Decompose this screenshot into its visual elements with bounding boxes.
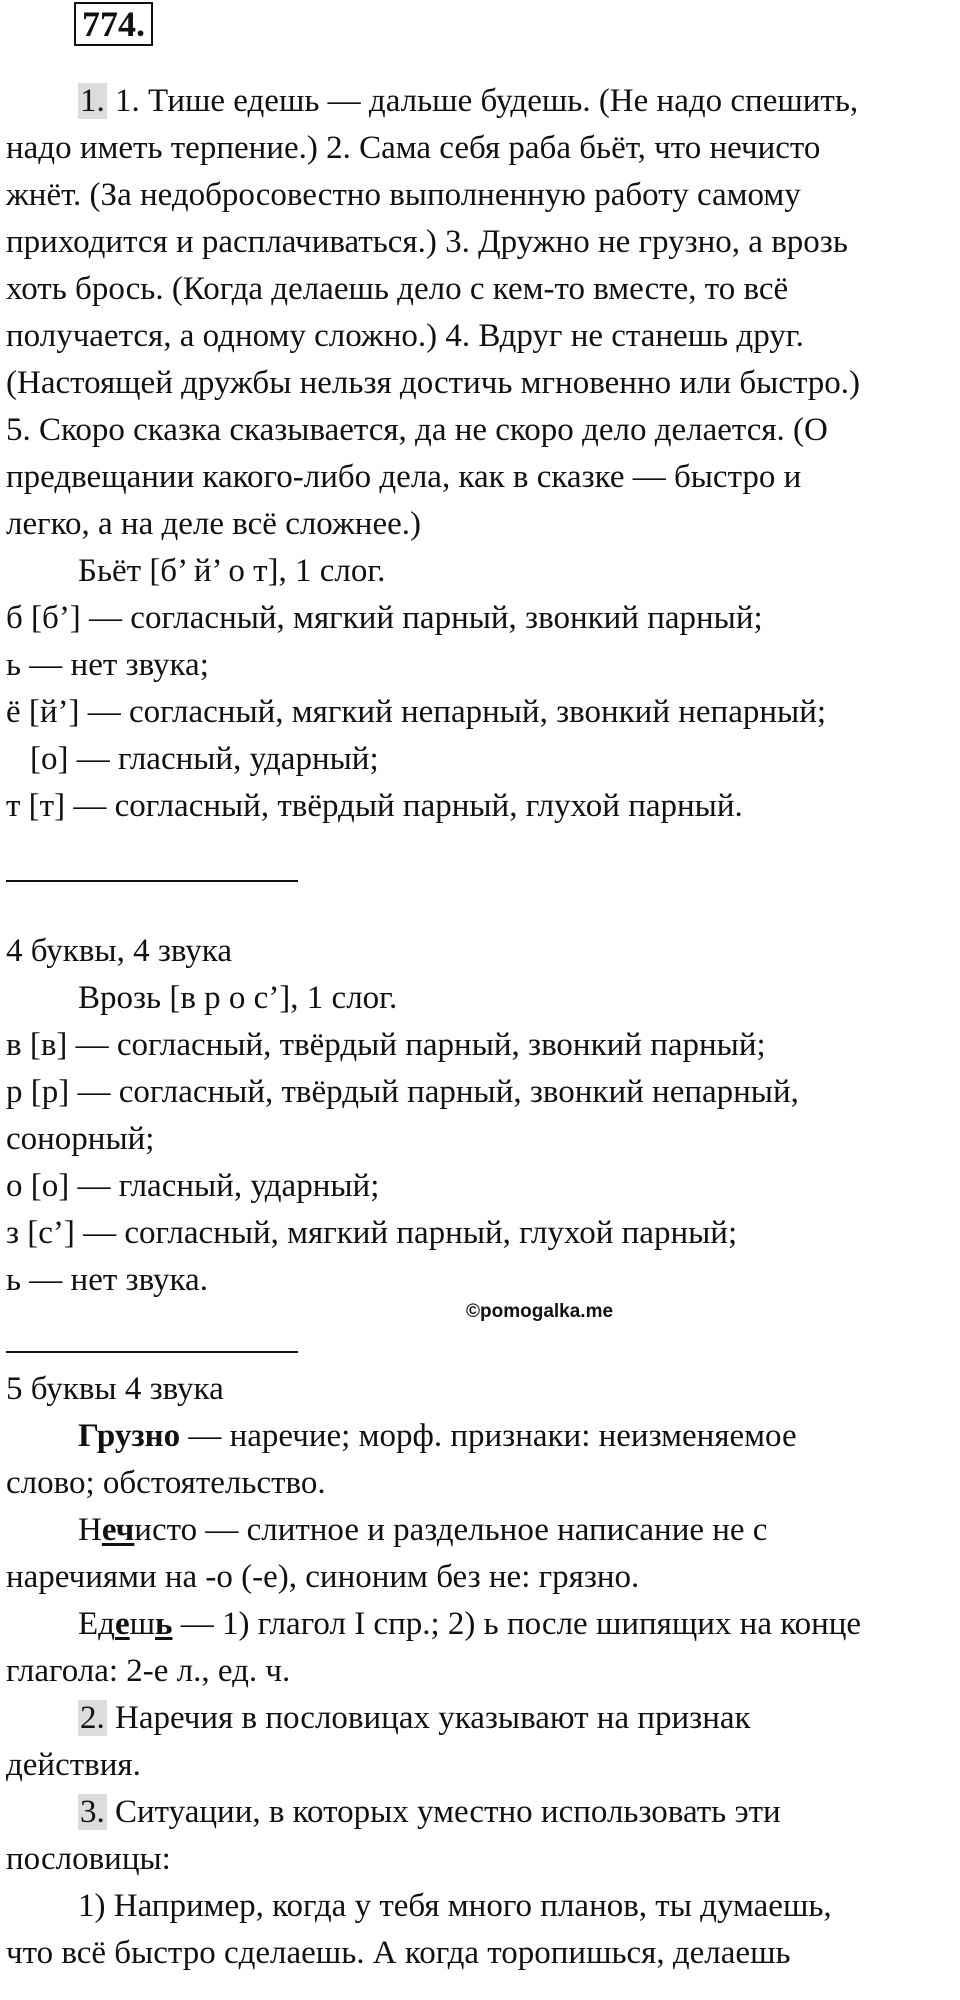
text-line: приходится и расплачиваться.) 3. Дружно не грузно, а врозь: [6, 224, 848, 260]
text-line: [78, 1601, 960, 1647]
text-line: действия.: [6, 1747, 141, 1783]
text-span: — 1) глагол I спр.; 2) ь после шипящих на конце: [172, 1606, 862, 1642]
text-line: сонорный;: [6, 1121, 155, 1157]
task-number: [74, 2, 153, 46]
text-line: о [о] — гласный, ударный;: [6, 1168, 380, 1204]
text-line: [78, 1695, 960, 1741]
text-line: р [р] — согласный, твёрдый парный, звонкий непарный,: [6, 1074, 799, 1110]
task-number-box: [74, 2, 153, 46]
term-bold: Грузно: [78, 1418, 181, 1454]
orthogram-mark: е: [114, 1606, 130, 1642]
text-line: б [б’] — согласный, мягкий парный, звонкий парный;: [6, 600, 763, 636]
text-line: надо иметь терпение.) 2. Сама себя раба бьёт, что нечисто: [6, 130, 821, 166]
section-marker-3: 3.: [80, 1794, 105, 1830]
text-line: что всё быстро сделаешь. А когда торопишься, делаешь: [6, 1935, 791, 1971]
text-line: [78, 1789, 960, 1835]
text-line: 4 буквы, 4 звука: [6, 933, 232, 969]
section-marker-1: 1.: [80, 83, 105, 119]
text-line: получается, а одному сложно.) 4. Вдруг не станешь друг.: [6, 318, 804, 354]
text-line: [78, 78, 960, 124]
text-line: з [с’] — согласный, мягкий парный, глухой парный;: [6, 1215, 738, 1251]
text-span: — наречие; морф. признаки: неизменяемое: [180, 1418, 797, 1454]
text-span: ш: [129, 1606, 156, 1642]
task-number-suffix: .: [136, 4, 145, 44]
text-line: 1) Например, когда у тебя много планов, ты думаешь,: [78, 1888, 832, 1924]
text-line: ь — нет звука.: [6, 1262, 208, 1298]
text-line: жнёт. (За недобросовестно выполненную работу самому: [6, 177, 801, 213]
text-line: [о] — гласный, ударный;: [30, 741, 379, 777]
text-span: Наречия в пословицах указывают на признак: [106, 1700, 751, 1736]
text-line: [78, 1507, 960, 1553]
text-line: глагола: 2-е л., ед. ч.: [6, 1653, 291, 1689]
text-span: исто — слитное и раздельное написание не с: [134, 1512, 768, 1548]
text-line: наречиями на -о (-е), синоним без не: грязно.: [6, 1559, 640, 1595]
text-line: 5 буквы 4 звука: [6, 1371, 224, 1407]
text-line: ё [й’] — согласный, мягкий непарный, звонкий непарный;: [6, 694, 827, 730]
section-marker-2: 2.: [80, 1700, 105, 1736]
text-line: 5. Скоро сказка сказывается, да не скоро дело делается. (О: [6, 412, 828, 448]
orthogram-mark: ь: [155, 1606, 173, 1642]
text-line: легко, а на деле всё сложнее.): [6, 506, 421, 542]
text-line: (Настоящей дружбы нельзя достичь мгновенно или быстро.): [6, 365, 861, 401]
text-line: ь — нет звука;: [6, 647, 209, 683]
divider-rule: [6, 1351, 298, 1353]
divider-rule: [6, 880, 298, 882]
text-span: Н: [78, 1512, 102, 1548]
text-line: хоть брось. (Когда делаешь дело с кем-то вместе, то всё: [6, 271, 789, 307]
text-line: пословицы:: [6, 1841, 171, 1877]
text-line: т [т] — согласный, твёрдый парный, глухой парный.: [6, 788, 743, 824]
orthogram-mark: еч: [101, 1512, 135, 1548]
text-line: предвещании какого-либо дела, как в сказке — быстро и: [6, 459, 802, 495]
text-span: Ситуации, в которых уместно использовать эти: [106, 1794, 781, 1830]
text-span: 1. Тише едешь — дальше будешь. (Не надо спешить,: [106, 83, 859, 119]
task-number-text: 774: [82, 4, 136, 44]
text-line: слово; обстоятельство.: [6, 1465, 326, 1501]
text-line: Врозь [в р о с’], 1 слог.: [78, 980, 398, 1016]
text-span: Ед: [78, 1606, 115, 1642]
text-line: в [в] — согласный, твёрдый парный, звонкий парный;: [6, 1027, 766, 1063]
text-line: Бьёт [б’ й’ о т], 1 слог.: [78, 553, 386, 589]
text-line: [78, 1413, 960, 1459]
watermark: ©pomogalka.me: [466, 1301, 614, 1322]
